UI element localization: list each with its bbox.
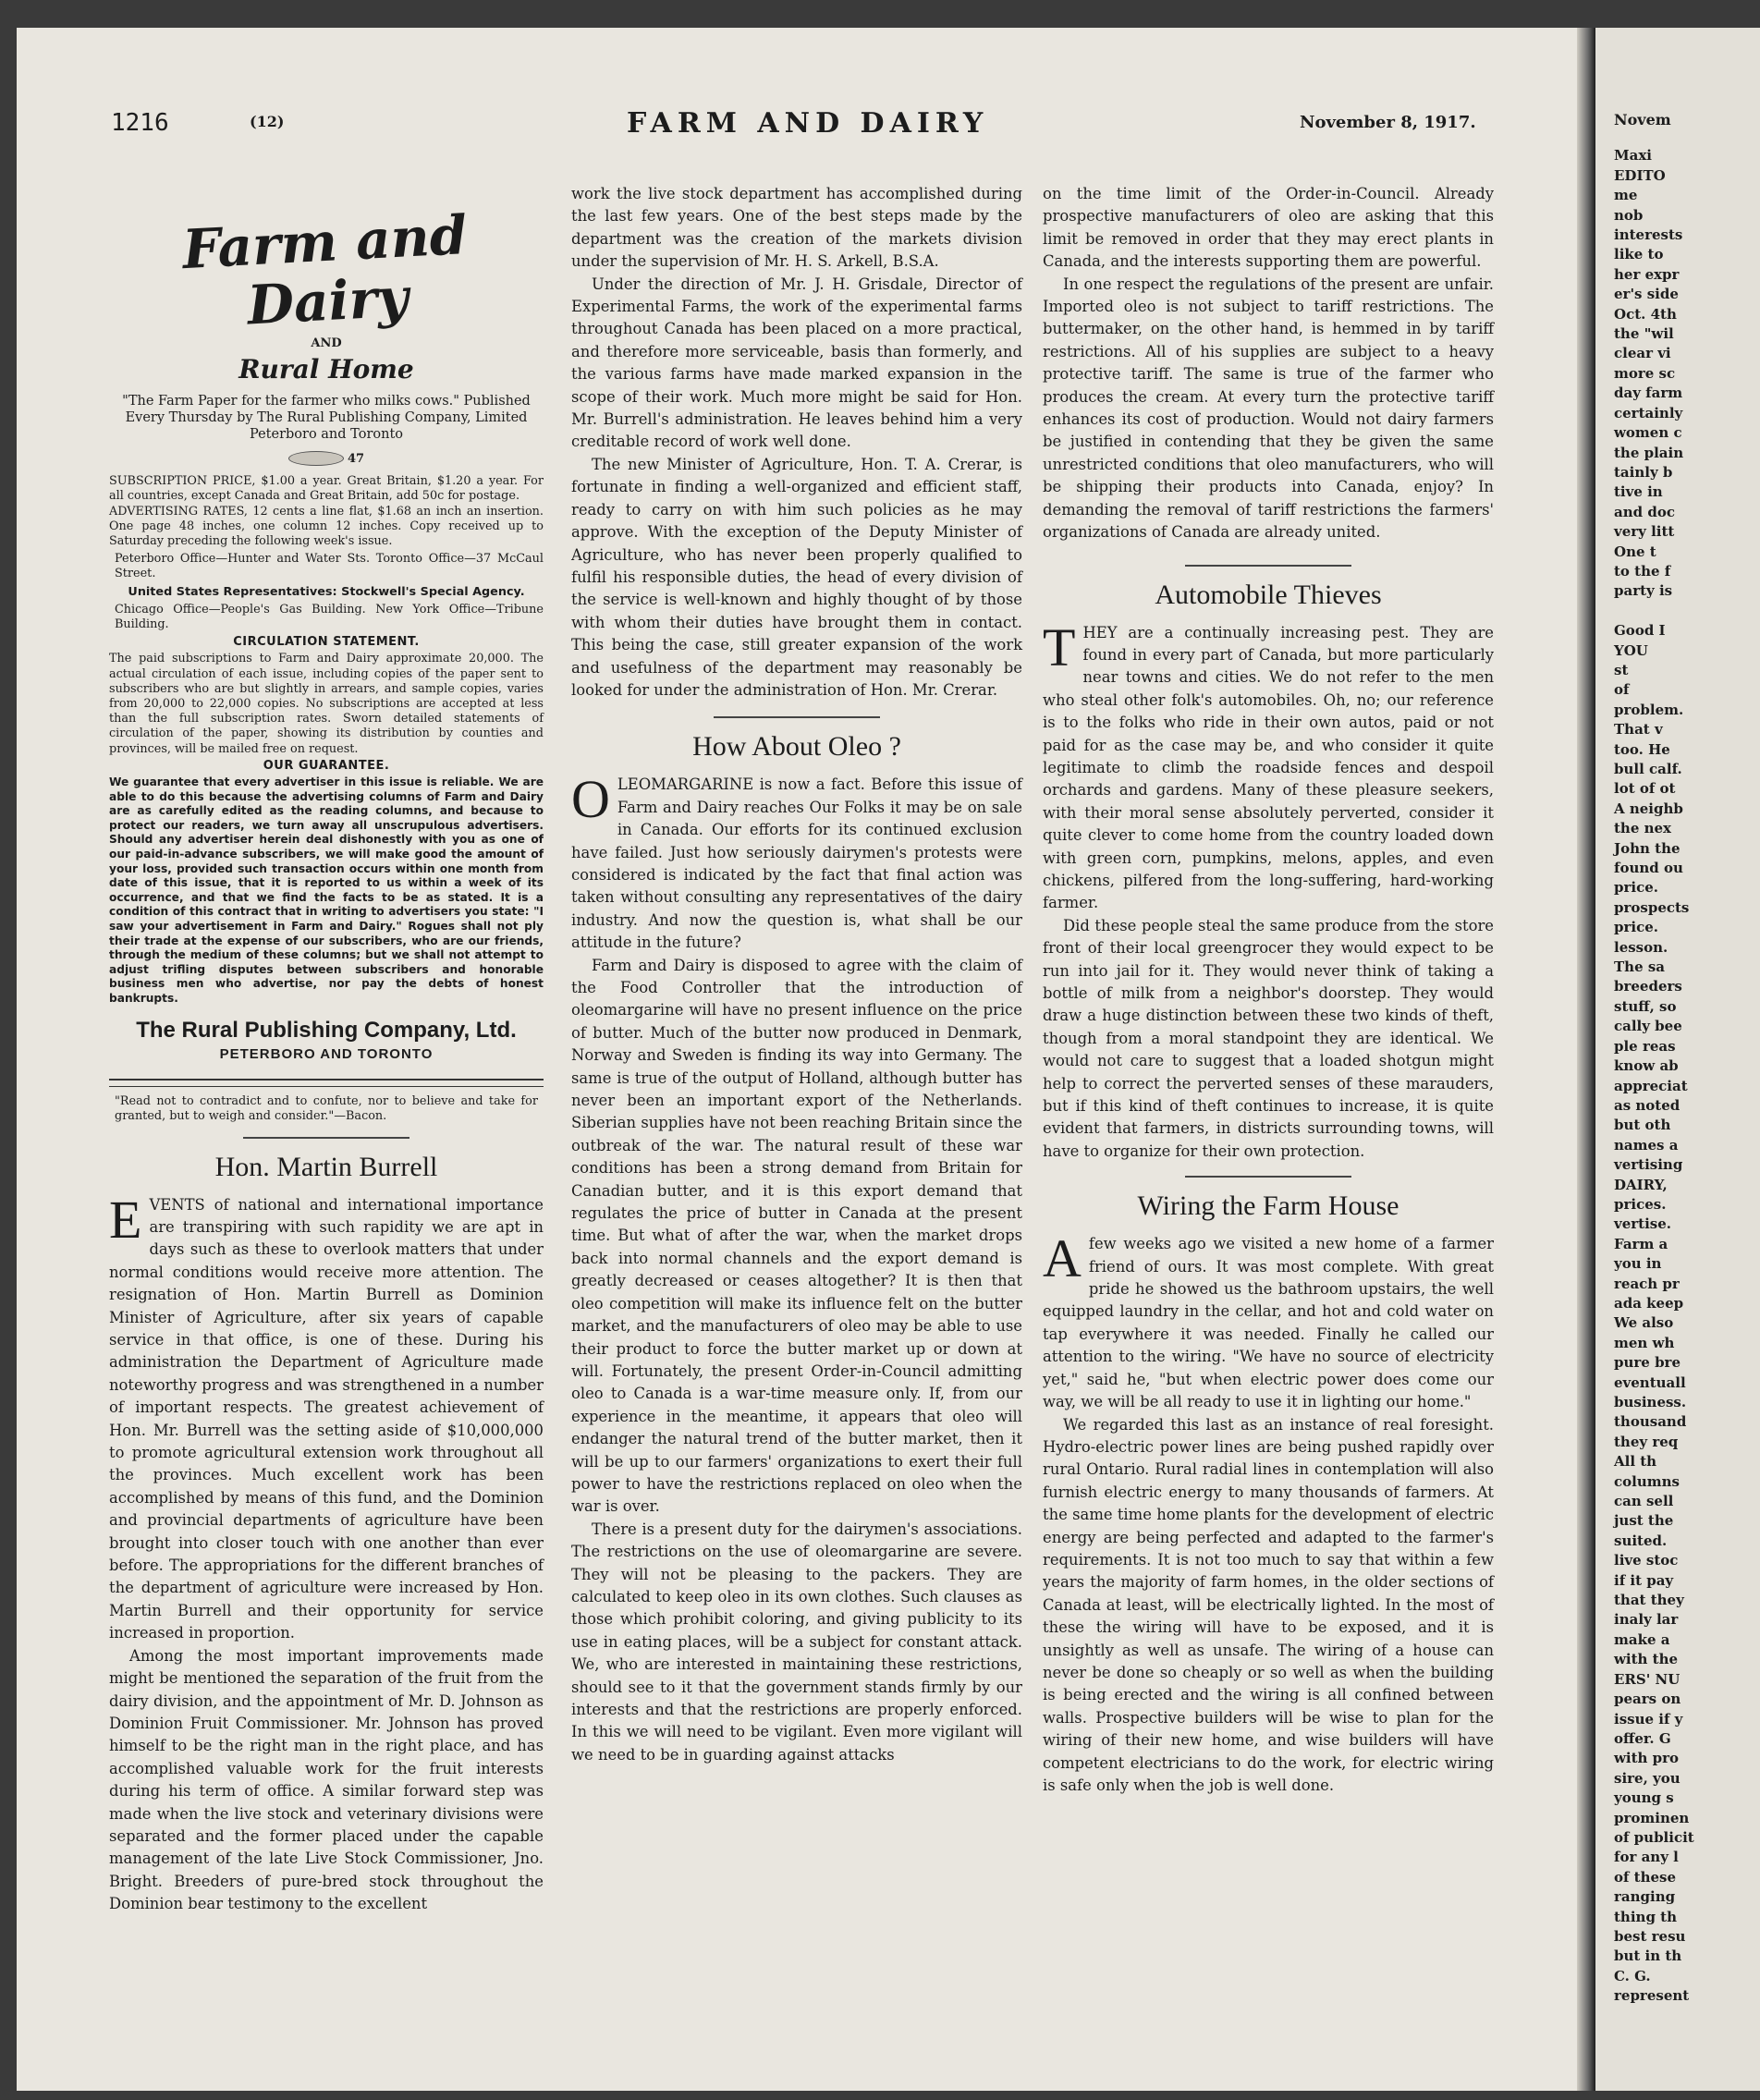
adjacent-page-line: ada keep (1614, 1294, 1684, 1312)
adjacent-page-line: John the (1614, 839, 1681, 857)
column-1 (109, 185, 544, 1916)
adjacent-page-line: columns (1614, 1472, 1680, 1490)
oleo-paragraph-3: There is a present duty for the dairymen's associations. The restrictions on the use of oleomargarine are severe. They will not be pleasing to the packers. They are calculated to keep oleo in its own clothes. Such clauses as those which prohibit coloring, and giving publicity to its use in eating places, will be a subject for constant attack. We, who are interested in maintaining these restrictions, should see to it that the government stands firmly by our interests and that the restrictions are properly enforced. In this we will need to be vigilant. Even more vigilant will we need to be in guarding against attacks (571, 1520, 1022, 1764)
masthead-emblem (109, 448, 544, 470)
adjacent-page-line: very litt (1614, 523, 1675, 541)
dropcap: A (1043, 1228, 1082, 1289)
masthead-details (109, 474, 544, 1006)
adjacent-page-line: that they (1614, 1592, 1684, 1609)
us-representatives: United States Representatives: Stockwell's Special Agency. (128, 584, 525, 599)
adjacent-page-line: lesson. (1614, 938, 1668, 956)
adjacent-page-line: ranging (1614, 1888, 1676, 1906)
adjacent-page-line: more sc (1614, 364, 1676, 382)
adjacent-page-line: appreciat (1614, 1077, 1688, 1094)
page-sub-number: (12) (250, 113, 285, 130)
page-number: 1216 (111, 109, 169, 137)
adjacent-page-line: EDITO (1614, 166, 1666, 184)
adjacent-page-line: of publicit (1614, 1828, 1694, 1846)
adjacent-page-line: men wh (1614, 1334, 1675, 1351)
adjacent-page-line: you in (1614, 1255, 1662, 1273)
masthead-and: AND (311, 336, 342, 350)
adjacent-page-line: prospects (1614, 898, 1690, 916)
adjacent-page-line: they req (1614, 1433, 1679, 1450)
adjacent-page-line: sire, you (1614, 1769, 1681, 1787)
adjacent-page-line: business. (1614, 1394, 1687, 1410)
adjacent-page-line: certainly (1614, 404, 1683, 421)
publisher-name: The Rural Publishing Company, Ltd. (136, 1017, 517, 1043)
adjacent-page-line: thing th (1614, 1908, 1677, 1925)
adjacent-page-line: cally bee (1614, 1018, 1682, 1035)
auto-paragraph-1: THEY are a continually increasing pest. They are found in every part of Canada, but more particularly near towns and cities. We do not refer to the men who steal other folk's automobiles. Oh, no; our reference is to the folks who ride in their own autos, paid or not paid for as the case may be, and who consider it quite legitimate to climb the roadside fences and despoil orchards and gardens. Many of these pleasure seekers, with their moral sense absolutely perverted, consider it quite clever to come home from the country loaded down with green corn, pumpkins, melons, apples, and even chickens, pilfered from the long-suffering, hard-working farmer. (1043, 617, 1494, 912)
adjacent-page-line: as noted (1614, 1096, 1681, 1114)
article-title-wiring: Wiring the Farm House (1137, 1190, 1399, 1222)
adjacent-page-lines (1614, 146, 1760, 2006)
us-offices: Chicago Office—People's Gas Building. New York Office—Tribune Building. (115, 602, 544, 632)
adjacent-page-line: vertise. (1614, 1215, 1671, 1233)
dropcap: O (571, 769, 610, 830)
adjacent-page-line: problem. (1614, 701, 1684, 718)
adjacent-page-line: DAIRY, (1614, 1176, 1668, 1193)
adjacent-page-line: her expr (1614, 265, 1680, 283)
article-rule (714, 716, 880, 718)
adjacent-page-line: All th (1614, 1453, 1657, 1471)
article-rule (1185, 565, 1351, 567)
adjacent-page-line: suited. (1614, 1532, 1668, 1549)
adjacent-page-line: young s (1614, 1789, 1674, 1807)
adjacent-page-line: breeders (1614, 978, 1682, 995)
circulation-heading: CIRCULATION STATEMENT. (233, 635, 420, 650)
adjacent-page-line: make a (1614, 1630, 1670, 1648)
bacon-quote: "Read not to contradict and to confute, nor to believe and take for granted, but to weigh and consider."—Bacon. (115, 1094, 538, 1123)
adjacent-page-header: Novem (1614, 111, 1671, 128)
burrell-paragraph-3: work the live stock department has accomplished during the last few years. One of the best steps made by the department was the creation of the markets division under the supervision of Mr. H. S. Arkell, B.S.A. (571, 185, 1022, 271)
adjacent-page-line: inaly lar (1614, 1611, 1679, 1629)
oleo-paragraph-4: on the time limit of the Order-in-Council. Already prospective manufacturers of oleo are asking that this limit be removed in order that they may erect plants in Canada, and the interests supporting them are powerful. (1043, 185, 1494, 271)
adjacent-page-line: to the f (1614, 562, 1671, 580)
adjacent-page-line: lot of ot (1614, 780, 1676, 798)
adjacent-page-line: Maxi (1614, 147, 1652, 165)
adjacent-page-line: party is (1614, 582, 1673, 600)
office-addresses: Peterboro Office—Hunter and Water Sts. Toronto Office—37 McCaul Street. (115, 552, 544, 581)
adjacent-page (1595, 28, 1760, 2091)
adjacent-page-line: pure bre (1614, 1354, 1681, 1372)
adjacent-page-line: tainly b (1614, 463, 1673, 481)
adjacent-page-line (1614, 602, 1760, 621)
adjacent-page-line: tive in (1614, 483, 1663, 501)
adjacent-page-line: can sell (1614, 1493, 1674, 1510)
dropcap: T (1043, 617, 1076, 678)
guarantee-heading: OUR GUARANTEE. (263, 758, 390, 773)
adjacent-page-line: live stoc (1614, 1552, 1679, 1569)
adjacent-page-line: day farm (1614, 385, 1683, 402)
column-3 (1043, 183, 1494, 1797)
adjacent-page-line: represent (1614, 1987, 1690, 2005)
column-2 (571, 183, 1022, 1766)
burrell-paragraph-5: The new Minister of Agriculture, Hon. T. A. Crerar, is fortunate in finding a well-organized and efficient staff, ready to carry on with him such policies as he may approve. With the exception of the Deputy Minister of Agriculture, who has never been properly qualified to fulfil his responsible duties, the head of every division of the service is well-known and highly thought of by those with whom their duties have brought them in contact. This being the case, still greater expansion of the work and usefulness of the department may reasonably be looked for under the administration of Hon. Mr. Crerar. (571, 455, 1022, 699)
advertising-rates: ADVERTISING RATES, 12 cents a line flat, $1.68 an inch an insertion. One page 48 inches, one column 12 inches. Copy received up to Saturday preceding the following week's issue. (109, 504, 544, 549)
adjacent-page-line: thousand (1614, 1413, 1687, 1431)
adjacent-page-line: of (1614, 681, 1630, 699)
adjacent-page-line: names a (1614, 1136, 1679, 1154)
adjacent-page-line: bull calf. (1614, 761, 1682, 777)
publisher-place: PETERBORO AND TORONTO (219, 1045, 434, 1062)
article-title-oleo: How About Oleo ? (692, 731, 901, 763)
adjacent-page-line: st (1614, 661, 1629, 678)
adjacent-page-line: eventuall (1614, 1374, 1686, 1391)
oleo-paragraph-1: OLEOMARGARINE is now a fact. Before this issue of Farm and Dairy reaches Our Folks it may be on sale in Canada. Our efforts for its continued exclusion have failed. Just how seriously dairymen's protests were considered is indicated by the fact that final action was taken without consulting any representatives of the dairy industry. And now the question is, what shall be our attitude in the future? (571, 769, 1022, 952)
circulation-statement: The paid subscriptions to Farm and Dairy approximate 20,000. The actual circulation of each issue, including copies of the paper sent to subscribers who are but slightly in arrears, and sample copies, varies from 20,000 to 22,000 copies. No subscriptions are accepted at less than the full subscription rates. Sworn detailed statements of circulation of the paper, showing its distribution by counties and provinces, will be mailed free on request. (109, 652, 544, 756)
adjacent-page-line: prominen (1614, 1809, 1690, 1826)
adjacent-page-line: We also (1614, 1314, 1674, 1332)
issue-date: November 8, 1917. (1300, 113, 1476, 132)
adjacent-page-line: stuff, so (1614, 997, 1677, 1015)
adjacent-page-line: if it pay (1614, 1571, 1674, 1589)
adjacent-page-line: offer. G (1614, 1729, 1671, 1747)
adjacent-page-line: with pro (1614, 1750, 1680, 1767)
burrell-paragraph-2: Among the most important improvements made might be mentioned the separation of the fruit from the dairy division, and the appointment of Mr. D. Johnson as Dominion Fruit Commissioner. Mr. Johnson has proved himself to be the right man in the right place, and has accomplished valuable work for the fruit interests during his term of office. A similar forward step was made when the live stock and veterinary divisions were separated and the former placed under the capable management of the late Live Stock Commissioner, Jno. Bright. Breeders of pure-bred stock throughout the Dominion bear testimony to the excellent (109, 1646, 544, 1913)
adjacent-page-line: know ab (1614, 1057, 1679, 1075)
adjacent-page-line: Oct. 4th (1614, 305, 1677, 323)
adjacent-page-line: but in th (1614, 1947, 1682, 1965)
adjacent-page-text (1614, 28, 1760, 2007)
guarantee-text: We guarantee that every advertiser in this issue is reliable. We are able to do this because the advertising columns of Farm and Dairy are as carefully edited as the reading columns, and because to protect our readers, we turn away all unscrupulous advertisers. Should any advertiser herein deal dishonestly with you as one of our paid-in-advance subscribers, we will make good the amount of your loss, provided such transaction occurs within one month from date of this issue, that it is reported to us within a week of its occurrence, and that we find the facts to be as stated. It is a condition of this contract that in writing to advertisers you state: "I saw your advertisement in Farm and Dairy." Rogues shall not ply their trade at the expense of our subscribers, who are our friends, through the medium of these columns; but we shall not attempt to adjust trifling disputes between subscribers and honorable business men who advertise, nor pay the debts of honest bankrupts. (109, 775, 544, 1005)
dropcap: E (109, 1189, 142, 1250)
emblem-icon (288, 451, 344, 466)
auto-paragraph-2: Did these people steal the same produce from the store front of their local greengrocer they would expect to be run into jail for it. They would never think of taking a bottle of milk from a neighbor's doorstep. They would draw a huge distinction between these two kinds of theft, though from a moral standpoint they are identical. We would not care to suggest that a loaded shotgun might help to correct the perverted senses of these marauders, but if this kind of theft continues to increase, it is quite evident that farmers, in districts surrounding towns, will have to organize for their own protection. (1043, 916, 1494, 1160)
adjacent-page-line: found ou (1614, 860, 1683, 877)
adjacent-page-line: issue if y (1614, 1710, 1683, 1728)
adjacent-page-line: and doc (1614, 503, 1675, 520)
subscription-price: SUBSCRIPTION PRICE, $1.00 a year. Great Britain, $1.20 a year. For all countries, except Canada and Great Britain, add 50c for postage. (109, 474, 544, 504)
adjacent-page-line: with the (1614, 1651, 1679, 1668)
divider-thin (109, 1086, 544, 1087)
oleo-paragraph-2: Farm and Dairy is disposed to agree with the claim of the Food Controller that the introduction of oleomargarine will have no present influence on the price of butter. Much of the butter now produced in Denmark, Norway and Sweden is finding its way into Germany. The same is true of the output of Holland, although butter has never been an important export of the Netherlands. Siberian supplies have not been reaching Britain since the outbreak of the war. The natural result of these war conditions has been a strong demand from Britain for Canadian butter, and it is this export demand that regulates the price of butter in Canada at the present time. But what of after the war, when the market drops back into normal channels and the export demand is greatly decreased or ceases altogether? It is then that oleo competition will make its influence felt on the butter market, and the manufacturers of oleo may be able to use their product to force the butter market up or down at will. Fortunately, the present Order-in-Council admitting oleo to Canada is a war-time measure only. If, from our experience in the meantime, it appears that oleo will endanger the natural trend of the butter market, then it will be up to our farmers' organizations to exert their full power to have the restrictions replaced on oleo when the war is over. (571, 956, 1022, 1516)
article-rule (1185, 1176, 1351, 1178)
adjacent-page-line: women c (1614, 424, 1682, 442)
adjacent-page-line: The sa (1614, 958, 1665, 976)
adjacent-page-line: price. (1614, 879, 1658, 897)
adjacent-page-line: for any l (1614, 1849, 1679, 1866)
article-title-auto: Automobile Thieves (1155, 579, 1382, 610)
adjacent-page-line: Farm a (1614, 1235, 1668, 1252)
adjacent-page-line: but oth (1614, 1117, 1671, 1134)
adjacent-page-line: pears on (1614, 1691, 1681, 1708)
adjacent-page-line: That v (1614, 721, 1663, 739)
adjacent-page-line: too. He (1614, 740, 1670, 758)
adjacent-page-line: One t (1614, 543, 1656, 560)
adjacent-page-line: A neighb (1614, 800, 1683, 817)
burrell-paragraph-1: EVENTS of national and international importance are transpiring with such rapidity we are apt in days such as these to overlook matters that under normal conditions would receive more attention. The resignation of Hon. Martin Burrell as Dominion Minister of Agriculture, after six years of capable service in that office, is one of these. During his administration the Department of Agriculture made noteworthy progress and was strengthened in a number of important respects. The greatest achievement of Hon. Mr. Burrell was the setting aside of $10,000,000 to promote agricultural extension work throughout all the provinces. Much excellent work has been accomplished by means of this fund, and the Dominion and provincial departments of agriculture have been brought into closer touch with one another than ever before. The appropriations for the different branches of the department of agriculture were increased by Hon. Martin Burrell and their opportunity for service increased in proportion. (109, 1189, 544, 1642)
newspaper-page (17, 28, 1577, 2091)
emblem-number: 47 (348, 451, 365, 466)
adjacent-page-line: just the (1614, 1512, 1674, 1530)
adjacent-page-line: YOU (1614, 641, 1648, 659)
wiring-paragraph-2: We regarded this last as an instance of real foresight. Hydro-electric power lines are being pushed rapidly over rural Ontario. Rural radial lines in contemplation will also furnish electric energy to many thousands of farmers. At the same time home plants for the development of electric energy are being perfected and adapted to the farmer's requirements. It is not too much to say that within a few years the majority of farm homes, in the older sections of Canada at least, will be electrically lighted. In the most of these the wiring will have to be exposed, and it is unsightly as well as unsafe. The wiring of a house can never be done so cheaply or so well as when the building is being erected and the wiring is all confined between walls. Prospective builders will be wise to plan for the wiring of their new home, and wise builders will have competent electricians to do the work, for electric wiring is safe only when the job is well done. (1043, 1415, 1494, 1794)
adjacent-page-line: prices. (1614, 1195, 1667, 1213)
adjacent-page-line: of these (1614, 1868, 1677, 1886)
adjacent-page-line: the "wil (1614, 325, 1674, 343)
adjacent-page-line: er's side (1614, 286, 1679, 303)
divider (109, 1079, 544, 1081)
publication-title: FARM AND DAIRY (627, 107, 989, 140)
adjacent-page-line: reach pr (1614, 1275, 1680, 1292)
masthead-title: Farm and Dairy (180, 203, 469, 337)
burrell-paragraph-4: Under the direction of Mr. J. H. Grisdale, Director of Experimental Farms, the work of the experimental farms throughout Canada has been placed on a more practical, and therefore more serviceable, basis than formerly, and the various farms have made marked expansion in the scope of their work. Much more might be said for Hon. Mr. Burrell's administration. He leaves behind him a very creditable record of work well done. (571, 275, 1022, 451)
adjacent-page-line: price. (1614, 919, 1658, 936)
article-rule (243, 1137, 409, 1139)
adjacent-page-line: best resu (1614, 1927, 1686, 1945)
masthead-tagline: "The Farm Paper for the farmer who milks cows." Published Every Thursday by The Rural Publishing Company, Limited Peterboro and Toronto (122, 393, 531, 442)
adjacent-page-line: the plain (1614, 444, 1684, 461)
adjacent-page-line: C. G. (1614, 1967, 1651, 1984)
adjacent-page-line: vertising (1614, 1156, 1683, 1174)
adjacent-page-line: clear vi (1614, 345, 1671, 362)
adjacent-page-line: the nex (1614, 820, 1671, 837)
adjacent-page-line: ERS' NU (1614, 1670, 1681, 1688)
article-title-burrell: Hon. Martin Burrell (214, 1151, 438, 1182)
adjacent-page-line: interests (1614, 226, 1683, 244)
page-binding (1577, 28, 1595, 2091)
page-header (17, 28, 1577, 157)
masthead-subtitle: Rural Home (238, 354, 414, 385)
oleo-paragraph-5: In one respect the regulations of the present are unfair. Imported oleo is not subject to tariff restrictions. The buttermaker, on the other hand, is hemmed in by tariff restrictions. All of his supplies are subject to a heavy protective tariff. The same is true of the farmer who produces the cream. At every turn the protective tariff enhances its cost of production. Would not dairy farmers be justified in contending that they be given the same unrestricted conditions that oleo manufacturers, who will be shipping their products into Canada, enjoy? In demanding the removal of tariff restrictions the farmers' organizations of Canada are already united. (1043, 275, 1494, 542)
adjacent-page-line: ple reas (1614, 1037, 1676, 1055)
wiring-paragraph-1: Afew weeks ago we visited a new home of a farmer friend of ours. It was most complete. With great pride he showed us the bathroom upstairs, the well equipped laundry in the cellar, and hot and cold water on tap everywhere it was needed. Finally he called our attention to the wiring. "We have no source of electricity yet," said he, "but when electric power does come our way, we will be all ready to use it in lighting our home." (1043, 1228, 1494, 1411)
adjacent-page-line: me (1614, 187, 1638, 204)
adjacent-page-line: Good I (1614, 622, 1666, 640)
adjacent-page-line: nob (1614, 206, 1644, 224)
adjacent-page-line: like to (1614, 246, 1664, 263)
